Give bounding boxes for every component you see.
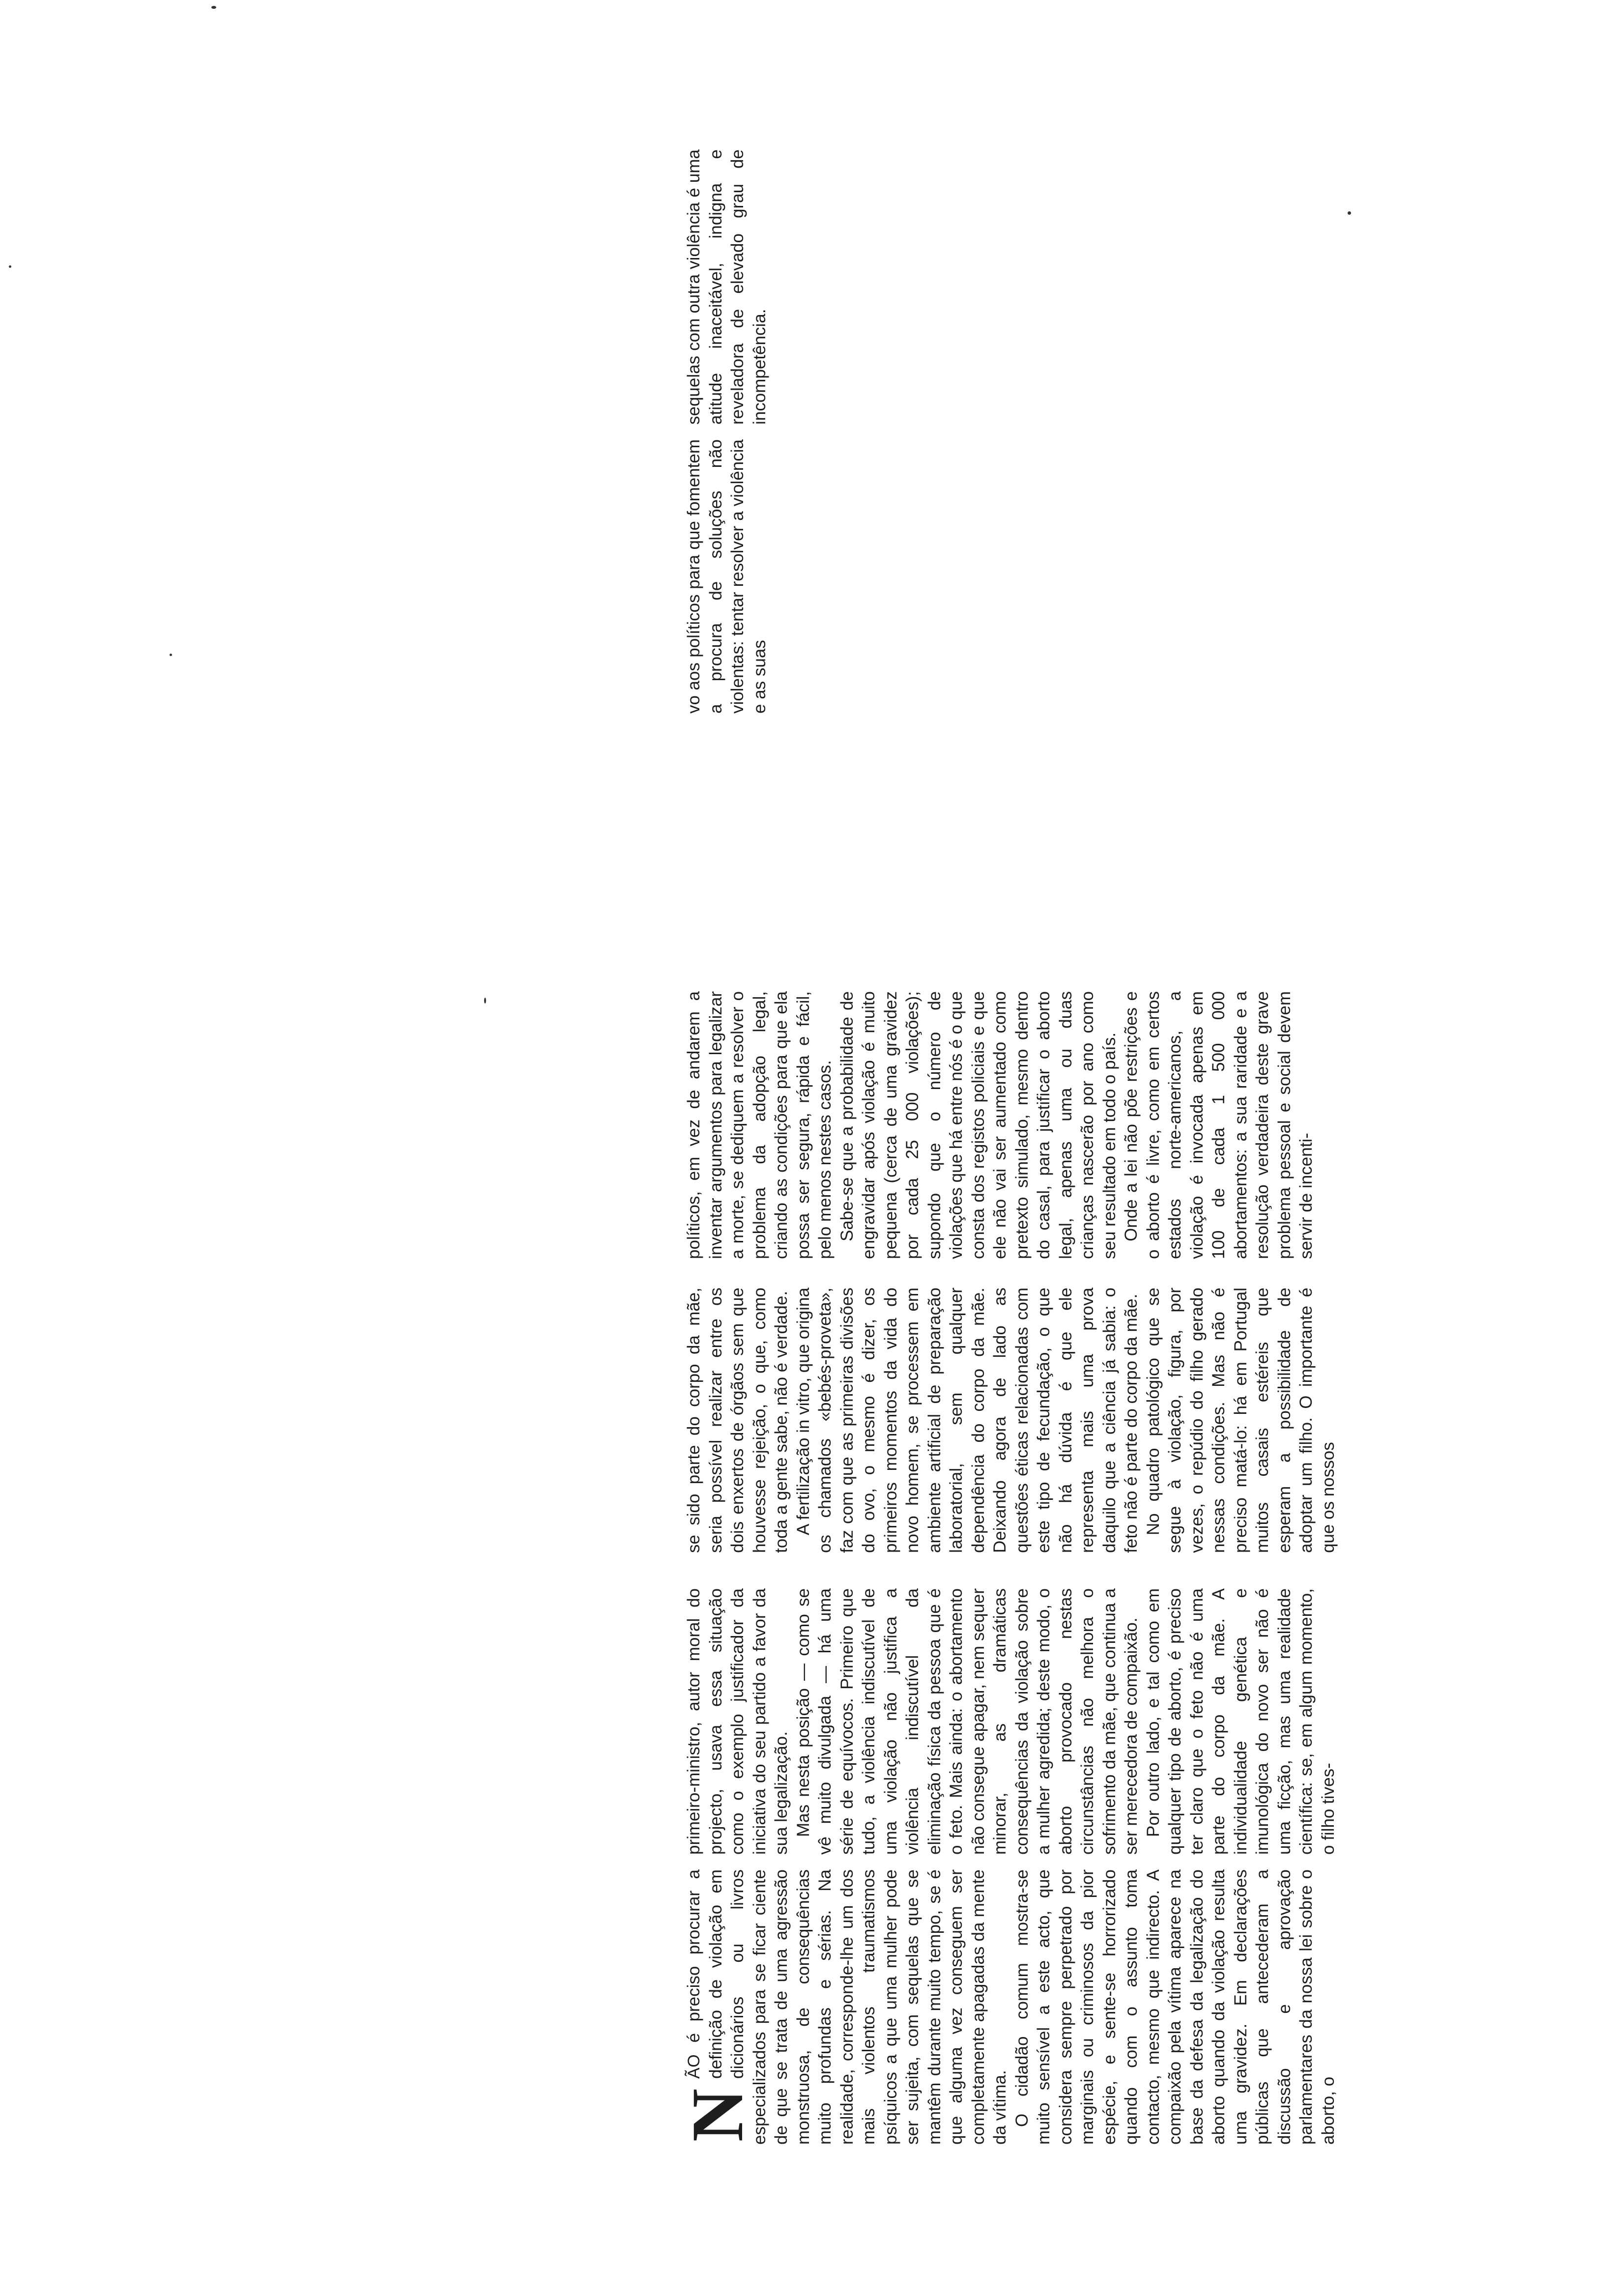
article-paragraph: políticos, em vez de andarem a inventar argumentos para legalizar a morte, se dediquem a resolver o problema da adopção legal, criando as condições para que ela possa ser segura, rápida e fácil, pelo menos nestes casos.: [684, 991, 835, 1259]
drop-cap: [677, 2086, 758, 2145]
article-column-6: [683, 149, 806, 425]
article: [0, 85, 1612, 2296]
article-column-3: [683, 1288, 1338, 1553]
drop-cap-glyph: [677, 2086, 758, 2145]
article-paragraph: vo aos políticos para que fomentem a procura de soluções não violentas: tentar resolver a violência e as suas: [684, 439, 769, 714]
article-column-1: [677, 1869, 1338, 2145]
article-paragraph: Mas nesta posição — como se vê muito divulgada — há uma série de equívocos. Primeiro que tudo, a violência indiscutível de uma violação não justifica a violência indiscutível da eliminação física da pessoa que é o feto. Mais ainda: o abortamento não consegue apagar, nem sequer minorar, as dramáticas consequências da violação sobre a mulher agredida; deste modo, o aborto provocado nestas circunstâncias não melhora o sofrimento da mãe, que continua a ser merecedora de compaixão.: [793, 1588, 1141, 1855]
article-column-2: [683, 1588, 1338, 1855]
article-paragraph: A fertilização in vitro, que origina os chamados «bebés-proveta», faz com que as primeiras divisões do ovo, o mesmo é dizer, os primeiros momentos da vida do novo homem, se processem em ambiente artificial de preparação laboratorial, sem qualquer dependência do corpo da mãe. Deixando agora de lado as questões éticas relacionadas com este tipo de fecundação, o que não há dúvida é que ele representa mais uma prova daquilo que a ciência já sabia: o feto não é parte do corpo da mãe.: [793, 1288, 1141, 1553]
lead-in: ÃO: [685, 2054, 703, 2079]
article-paragraph: O cidadão comum mostra-se muito sensível a este acto, que considera sempre perpetrado por marginais ou criminosos da pior espécie, e sente-se horrorizado quando com o assunto toma contacto, mesmo que indirecto. A compaixão pela vítima aparece na base da defesa da legalização do aborto quando da violação resulta uma gravidez. Em declarações públicas que antecederam a discussão e aprovação parlamentares da nossa lei sobre o aborto, o: [1012, 1869, 1338, 2145]
svg-text:N: N: [677, 2088, 758, 2142]
paragraph-text: é preciso procurar a definição de violação em dicionários ou livros especializados para se ficar ciente de que se trata de uma agressão monstruosa, de consequências muito profundas e sérias. Na realidade, corresponde-lhe um dos mais violentos traumatismos psíquicos a que uma mulher pode ser sujeita, com sequelas que se mantêm durante muito tempo, se é que alguma vez conseguem ser completamente apagadas da mente da vítima.: [684, 1869, 1009, 2145]
article-paragraph: primeiro-ministro, autor moral do projecto, usava essa situação como o exemplo justificador da iniciativa do seu partido a favor da sua legalização.: [684, 1588, 791, 1855]
article-paragraph: No quadro patológico que se segue à violação, figura, por vezes, o repúdio do filho gerado nessas condições. Mas não é preciso matá-lo: há em Portugal muitos casais estéreis que esperam a possibilidade de adoptar um filho. O importante é que os nossos: [1143, 1288, 1338, 1553]
article-paragraph: sequelas com outra violência é uma atitude inaceitável, indigna e reveladora de elevado grau de incompetência.: [684, 149, 769, 425]
article-paragraph: se sido parte do corpo da mãe, seria possível realizar entre os dois enxertos de órgãos sem que houvesse rejeição, o que, como toda a gente sabe, não é verdade.: [684, 1288, 791, 1553]
article-paragraph: Onde a lei não põe restrições e o aborto é livre, como em certos estados norte-americanos, a violação é invocada apenas em 100 de cada 1 500 000 abortamentos: a sua raridade e a resolução verdadeira deste grave problema pessoal e social devem servir de incenti-: [1122, 991, 1316, 1259]
article-column-4: [683, 991, 1316, 1259]
scan-speck: [211, 6, 216, 9]
article-paragraph: Sabe-se que a probabilidade de engravidar após violação é muito pequena (cerca de uma gravidez por cada 25 000 violações); supondo que o número de violações que há entre nós é o que consta dos registos policiais e que ele não vai ser aumentado como pretexto simulado, mesmo dentro do casal, para justificar o aborto legal, apenas uma ou duas crianças nascerão por ano como seu resultado em todo o país.: [837, 991, 1119, 1259]
article-column-5: [683, 439, 806, 714]
article-paragraph: Por outro lado, e tal como em qualquer tipo de aborto, é preciso ter claro que o feto não é uma parte do corpo da mãe. A individualidade genética e imunológica do novo ser não é uma ficção, mas uma realidade científica: se, em algum momento, o filho tives-: [1143, 1588, 1338, 1855]
